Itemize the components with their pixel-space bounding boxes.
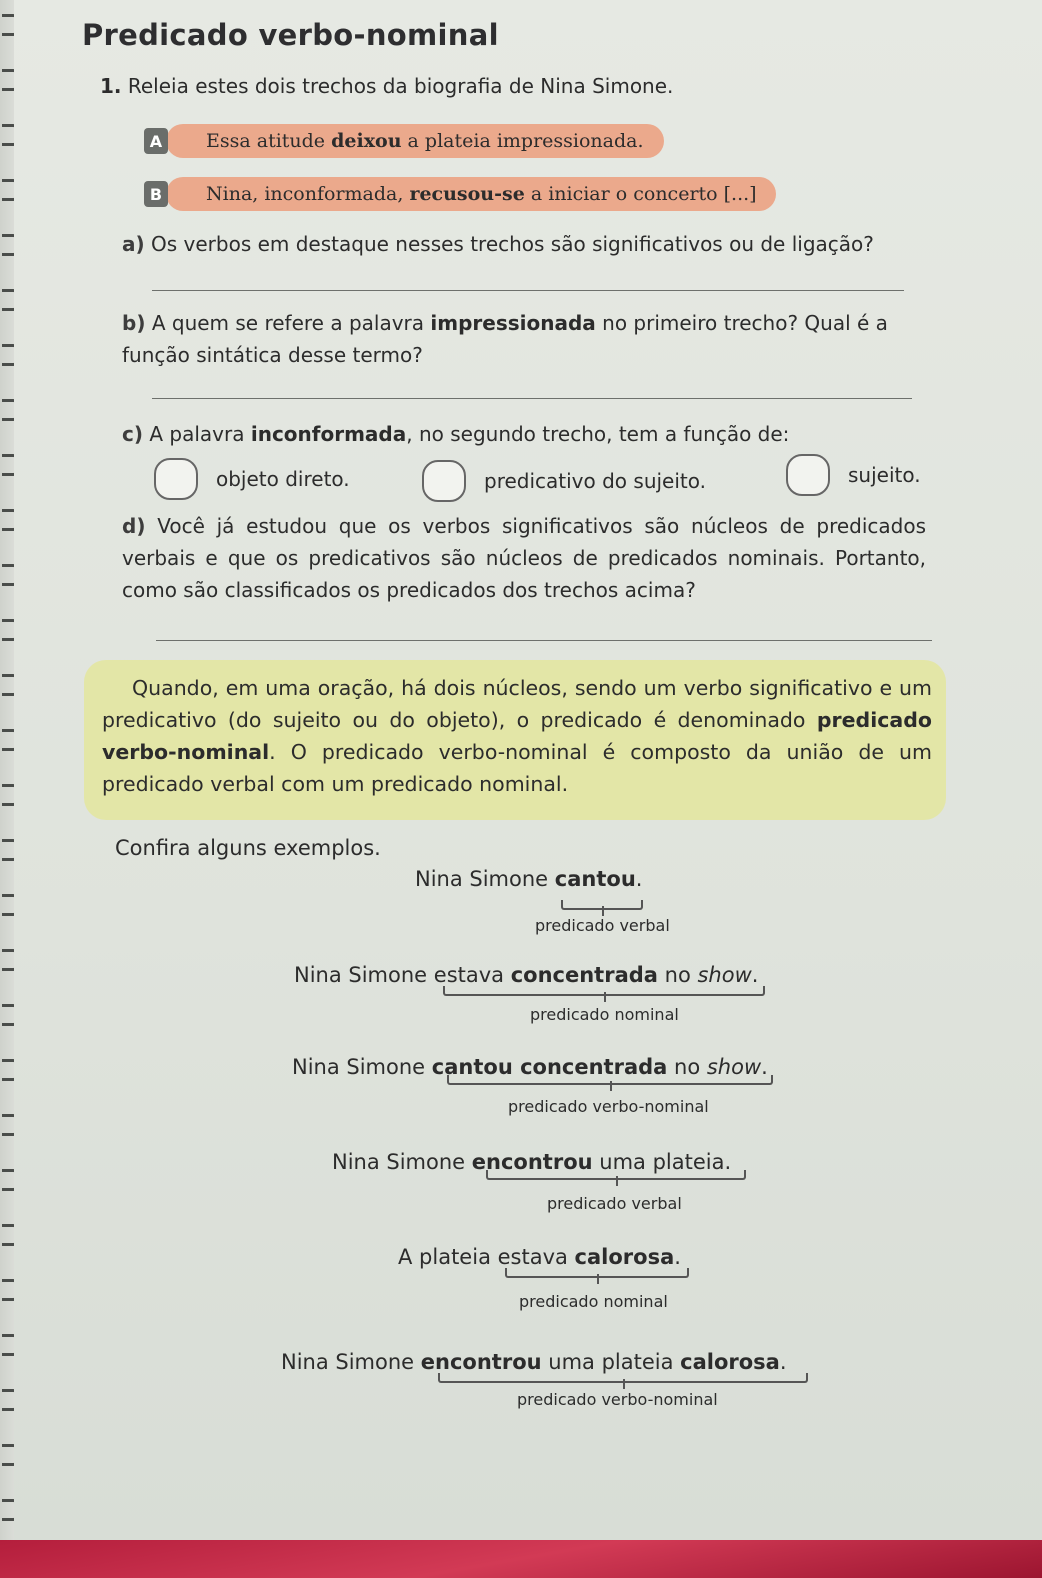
excerpt-badge-a: A bbox=[144, 128, 168, 154]
option-sujeito[interactable]: sujeito. bbox=[786, 454, 921, 496]
predicate-brace bbox=[443, 986, 765, 996]
example-sentence: Nina Simone encontrou uma plateia. bbox=[332, 1150, 732, 1174]
answer-line-b[interactable] bbox=[152, 398, 912, 399]
page-edge-strip bbox=[0, 1540, 1042, 1578]
question-number: 1. bbox=[100, 74, 122, 98]
question-b: b) A quem se refere a palavra impressionada no primeiro trecho? Qual é a função sintática desse termo? bbox=[122, 311, 888, 367]
predicate-label: predicado verbo-nominal bbox=[508, 1097, 709, 1116]
excerpt-a: A Essa atitude deixou a plateia impressionada. bbox=[166, 124, 664, 158]
examples-intro: Confira alguns exemplos. bbox=[115, 836, 381, 860]
highlighted-verb: recusou-se bbox=[409, 183, 525, 205]
highlighted-verb: deixou bbox=[331, 130, 402, 152]
predicate-label: predicado verbal bbox=[547, 1194, 682, 1213]
option-predicativo-do-sujeito[interactable]: predicativo do sujeito. bbox=[422, 460, 706, 502]
predicate-brace bbox=[438, 1373, 808, 1383]
example-sentence: Nina Simone cantou concentrada no show. bbox=[292, 1055, 768, 1079]
concept-box bbox=[84, 660, 946, 820]
concept-text: Quando, em uma oração, há dois núcleos, sendo um verbo significativo e um predicativo (do sujeito ou do objeto), o predicado é denominado predicado verbo-nominal. O predicado verbo-nominal é composto da união de um predicado verbal com um predicado nominal. bbox=[102, 676, 932, 796]
predicate-label: predicado verbal bbox=[535, 916, 670, 935]
example-sentence: Nina Simone estava concentrada no show. bbox=[294, 963, 759, 987]
answer-line-d[interactable] bbox=[156, 640, 932, 641]
example-sentence: A plateia estava calorosa. bbox=[398, 1245, 681, 1269]
page-title: Predicado verbo-nominal bbox=[82, 18, 499, 52]
question-c: c) A palavra inconformada, no segundo trecho, tem a função de: bbox=[122, 422, 790, 446]
checkbox-circle[interactable] bbox=[786, 454, 830, 496]
predicate-label: predicado verbo-nominal bbox=[517, 1390, 718, 1409]
predicate-brace bbox=[486, 1170, 746, 1180]
question-1-text: Releia estes dois trechos da biografia de Nina Simone. bbox=[127, 74, 674, 98]
example-sentence: Nina Simone cantou. bbox=[415, 867, 643, 891]
predicate-brace bbox=[561, 900, 643, 910]
option-objeto-direto[interactable]: objeto direto. bbox=[154, 458, 350, 500]
excerpt-b: B Nina, inconformada, recusou-se a iniciar o concerto [...] bbox=[166, 177, 776, 211]
question-1-prompt bbox=[100, 74, 673, 98]
checkbox-circle[interactable] bbox=[154, 458, 198, 500]
example-sentence: Nina Simone encontrou uma plateia calorosa. bbox=[281, 1350, 787, 1374]
question-d: d) Você já estudou que os verbos significativos são núcleos de predicados verbais e que os predicativos são núcleos de predicados nominais. Portanto, como são classificados os predicados dos trechos acima? bbox=[122, 514, 927, 602]
excerpt-badge-b: B bbox=[144, 181, 168, 207]
answer-line-a[interactable] bbox=[152, 290, 904, 291]
checkbox-circle[interactable] bbox=[422, 460, 466, 502]
predicate-label: predicado nominal bbox=[519, 1292, 668, 1311]
predicate-brace bbox=[505, 1268, 689, 1278]
question-a: a) Os verbos em destaque nesses trechos são significativos ou de ligação? bbox=[122, 232, 874, 256]
predicate-label: predicado nominal bbox=[530, 1005, 679, 1024]
predicate-brace bbox=[447, 1075, 773, 1085]
